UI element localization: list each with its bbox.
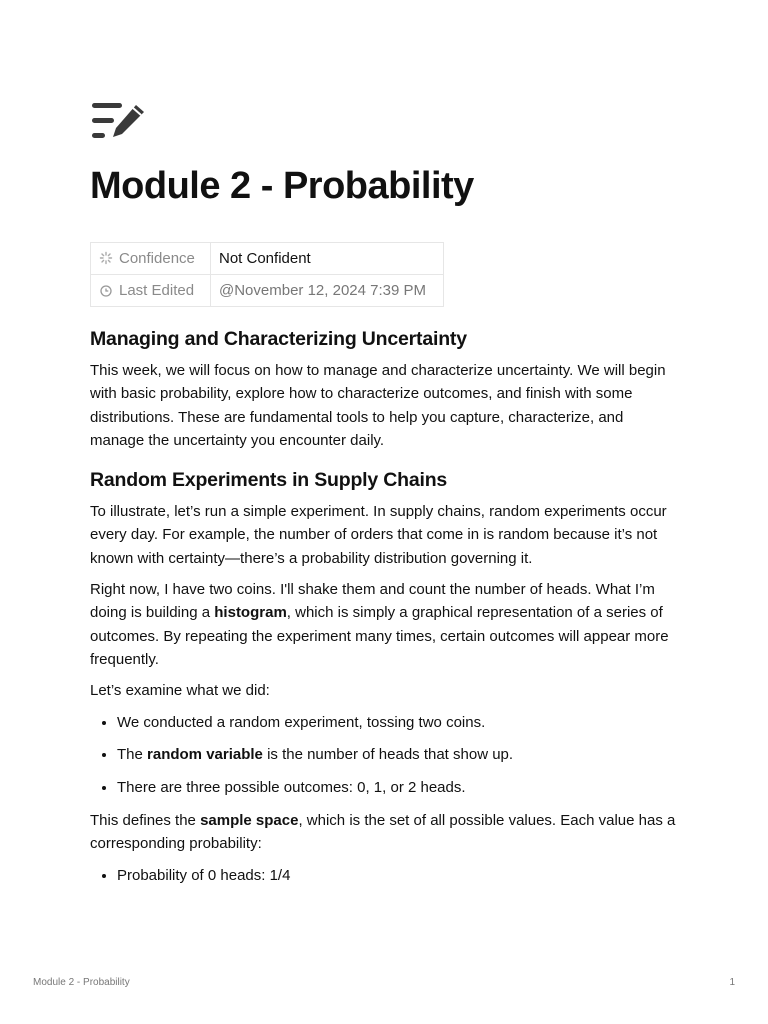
paragraph: Let’s examine what we did:: [90, 682, 270, 700]
property-label: Last Edited: [119, 282, 195, 299]
bold-term: histogram: [214, 604, 287, 622]
text-run: , which is simply a graphical representation of a series of outcomes. By repeating the experiment many times, certain outcomes will appear more frequently.: [90, 604, 669, 668]
paragraph: [90, 578, 676, 671]
page-number: 1: [729, 977, 735, 988]
bold-term: sample space: [200, 811, 299, 829]
page-content: [90, 318, 676, 896]
list-item: • Probability of 0 heads: 1/4: [117, 864, 676, 887]
bold-term: random variable: [147, 746, 263, 764]
text-run: This defines the: [90, 811, 201, 829]
bullet-list: [90, 711, 676, 800]
paragraph: This week, we will focus on how to manage and characterize uncertainty. We will begin with basic probability, explore how to characterize outcomes, and finish with some distributions. These are fundamental tools to help you capture, characterize, and manage the uncertainty you encounter daily.: [90, 362, 666, 449]
paragraph: To illustrate, let’s run a simple experiment. In supply chains, random experiments occur every day. For example, the number of orders that come in is random because it’s not known with certainty—there’s a probability distribution governing it.: [90, 503, 667, 567]
properties-table: [90, 242, 444, 307]
property-label-cell: [91, 275, 211, 307]
section-heading: Managing and Characterizing Uncertainty: [90, 328, 467, 350]
footer-title: Module 2 - Probability: [33, 977, 130, 988]
bullet-list: [90, 864, 676, 887]
page-title: Module 2 - Probability: [90, 165, 474, 207]
paragraph: [90, 809, 676, 856]
property-label: Confidence: [119, 250, 195, 267]
notes-edit-icon: [92, 102, 146, 140]
text-run: Right now, I have two coins. I'll shake them and count the number of heads. What I’m doing is building a: [90, 581, 655, 622]
list-item: • There are three possible outcomes: 0, 1, or 2 heads.: [117, 776, 676, 799]
property-value[interactable]: @November 12, 2024 7:39 PM: [211, 275, 444, 307]
clock-icon: [99, 283, 113, 297]
property-value[interactable]: Not Confident: [211, 243, 444, 275]
spinner-icon: [99, 251, 113, 265]
text-run: is the number of heads that show up.: [262, 746, 514, 764]
list-item: [117, 743, 676, 766]
list-item: • We conducted a random experiment, tossing two coins.: [117, 711, 676, 734]
property-row-last-edited: [91, 275, 444, 307]
text-run: The: [117, 746, 148, 764]
text-run: , which is the set of all possible values. Each value has a corresponding probability:: [90, 811, 676, 853]
property-label-cell: [91, 243, 211, 275]
section-heading: Random Experiments in Supply Chains: [90, 469, 448, 492]
property-row-confidence: [91, 243, 444, 275]
